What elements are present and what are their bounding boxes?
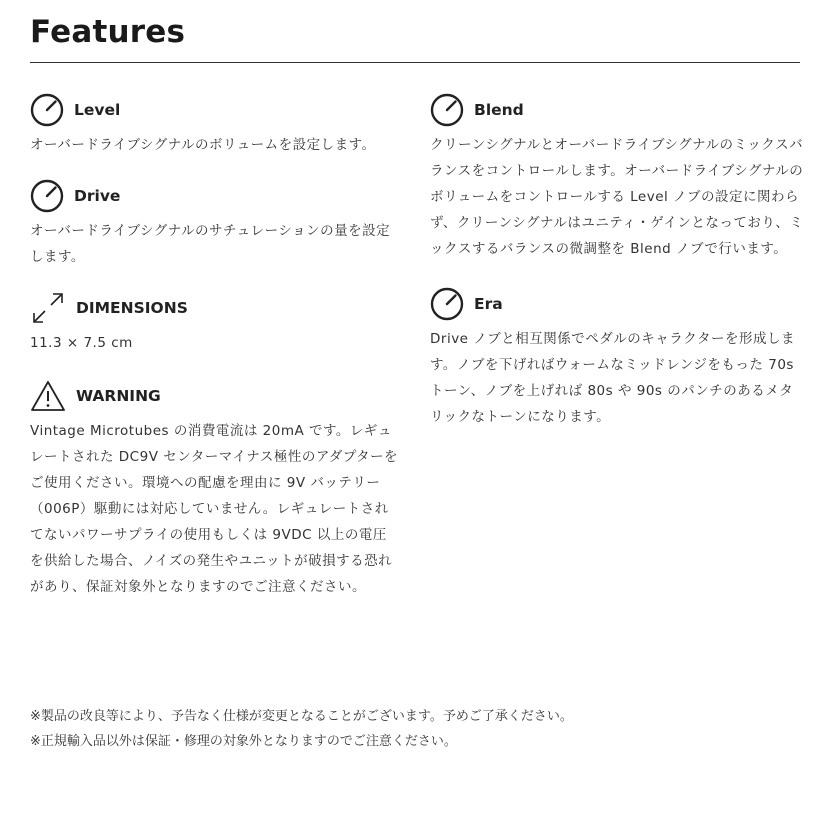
page-title: Features [30,14,186,50]
feature-era-name: Era [474,295,503,313]
feature-era-description: Drive ノブと相互関係でペダルのキャラクターを形成します。ノブを下げればウォームなミッドレンジをもった 70s トーン、ノブを上げれば 80s や 90s のパンチのあるメタリックなトーンになります。 [430,331,796,425]
warning-triangle-icon [30,379,66,413]
feature-blend-description: クリーンシグナルとオーバードライブシグナルのミックスバランスをコントロールします。オーバードライブシグナルのボリュームをコントロールする Level ノブの設定に関わらず、クリーンシグナルはユニティ・ゲインとなっており、ミックスするバランスの微調整を Blend ノブで行います。 [430,137,804,257]
feature-drive [30,178,400,270]
feature-warning-name: WARNING [76,387,161,405]
feature-dimensions [30,290,400,356]
feature-warning [30,378,400,600]
footnote-spec-change: ※製品の改良等により、予告なく仕様が変更となることがございます。予めご了承ください。 [30,709,573,724]
knob-icon [430,287,464,321]
feature-drive-description: オーバードライブシグナルのサチュレーションの量を設定します。 [30,223,391,265]
feature-level-name: Level [74,101,121,119]
feature-blend-name: Blend [474,101,524,119]
feature-drive-header [30,178,400,214]
knob-icon [430,93,464,127]
feature-blend-header [430,92,805,128]
features-right-column [430,92,805,430]
feature-warning-header [30,378,400,414]
feature-blend [430,92,805,262]
feature-dimensions-name: DIMENSIONS [76,299,188,317]
feature-drive-name: Drive [74,187,121,205]
expand-arrows-icon [30,290,66,326]
feature-dimensions-value: 11.3 × 7.5 cm [30,335,133,351]
feature-era [430,286,805,430]
features-left-column [30,92,400,600]
feature-level-description: オーバードライブシグナルのボリュームを設定します。 [30,137,376,153]
feature-level-header [30,92,400,128]
feature-warning-description: Vintage Microtubes の消費電流は 20mA です。レギュレートされた DC9V センターマイナス極性のアダプターをご使用ください。環境への配慮を理由に 9V バッテリー（006P）駆動には対応していません。レギュレートされてないパワーサプライの使用もしくは 9VDC 以上の電圧を供給した場合、ノイズの発生やユニットが破損する恐れがあり、保証対象外となりますのでご注意ください。 [30,423,398,595]
footnote-warranty: ※正規輸入品以外は保証・修理の対象外となりますのでご注意ください。 [30,734,457,749]
knob-icon [30,93,64,127]
feature-level [30,92,400,158]
feature-dimensions-header [30,290,400,326]
title-divider [30,62,800,63]
feature-era-header [430,286,805,322]
knob-icon [30,179,64,213]
footnotes [30,704,800,754]
